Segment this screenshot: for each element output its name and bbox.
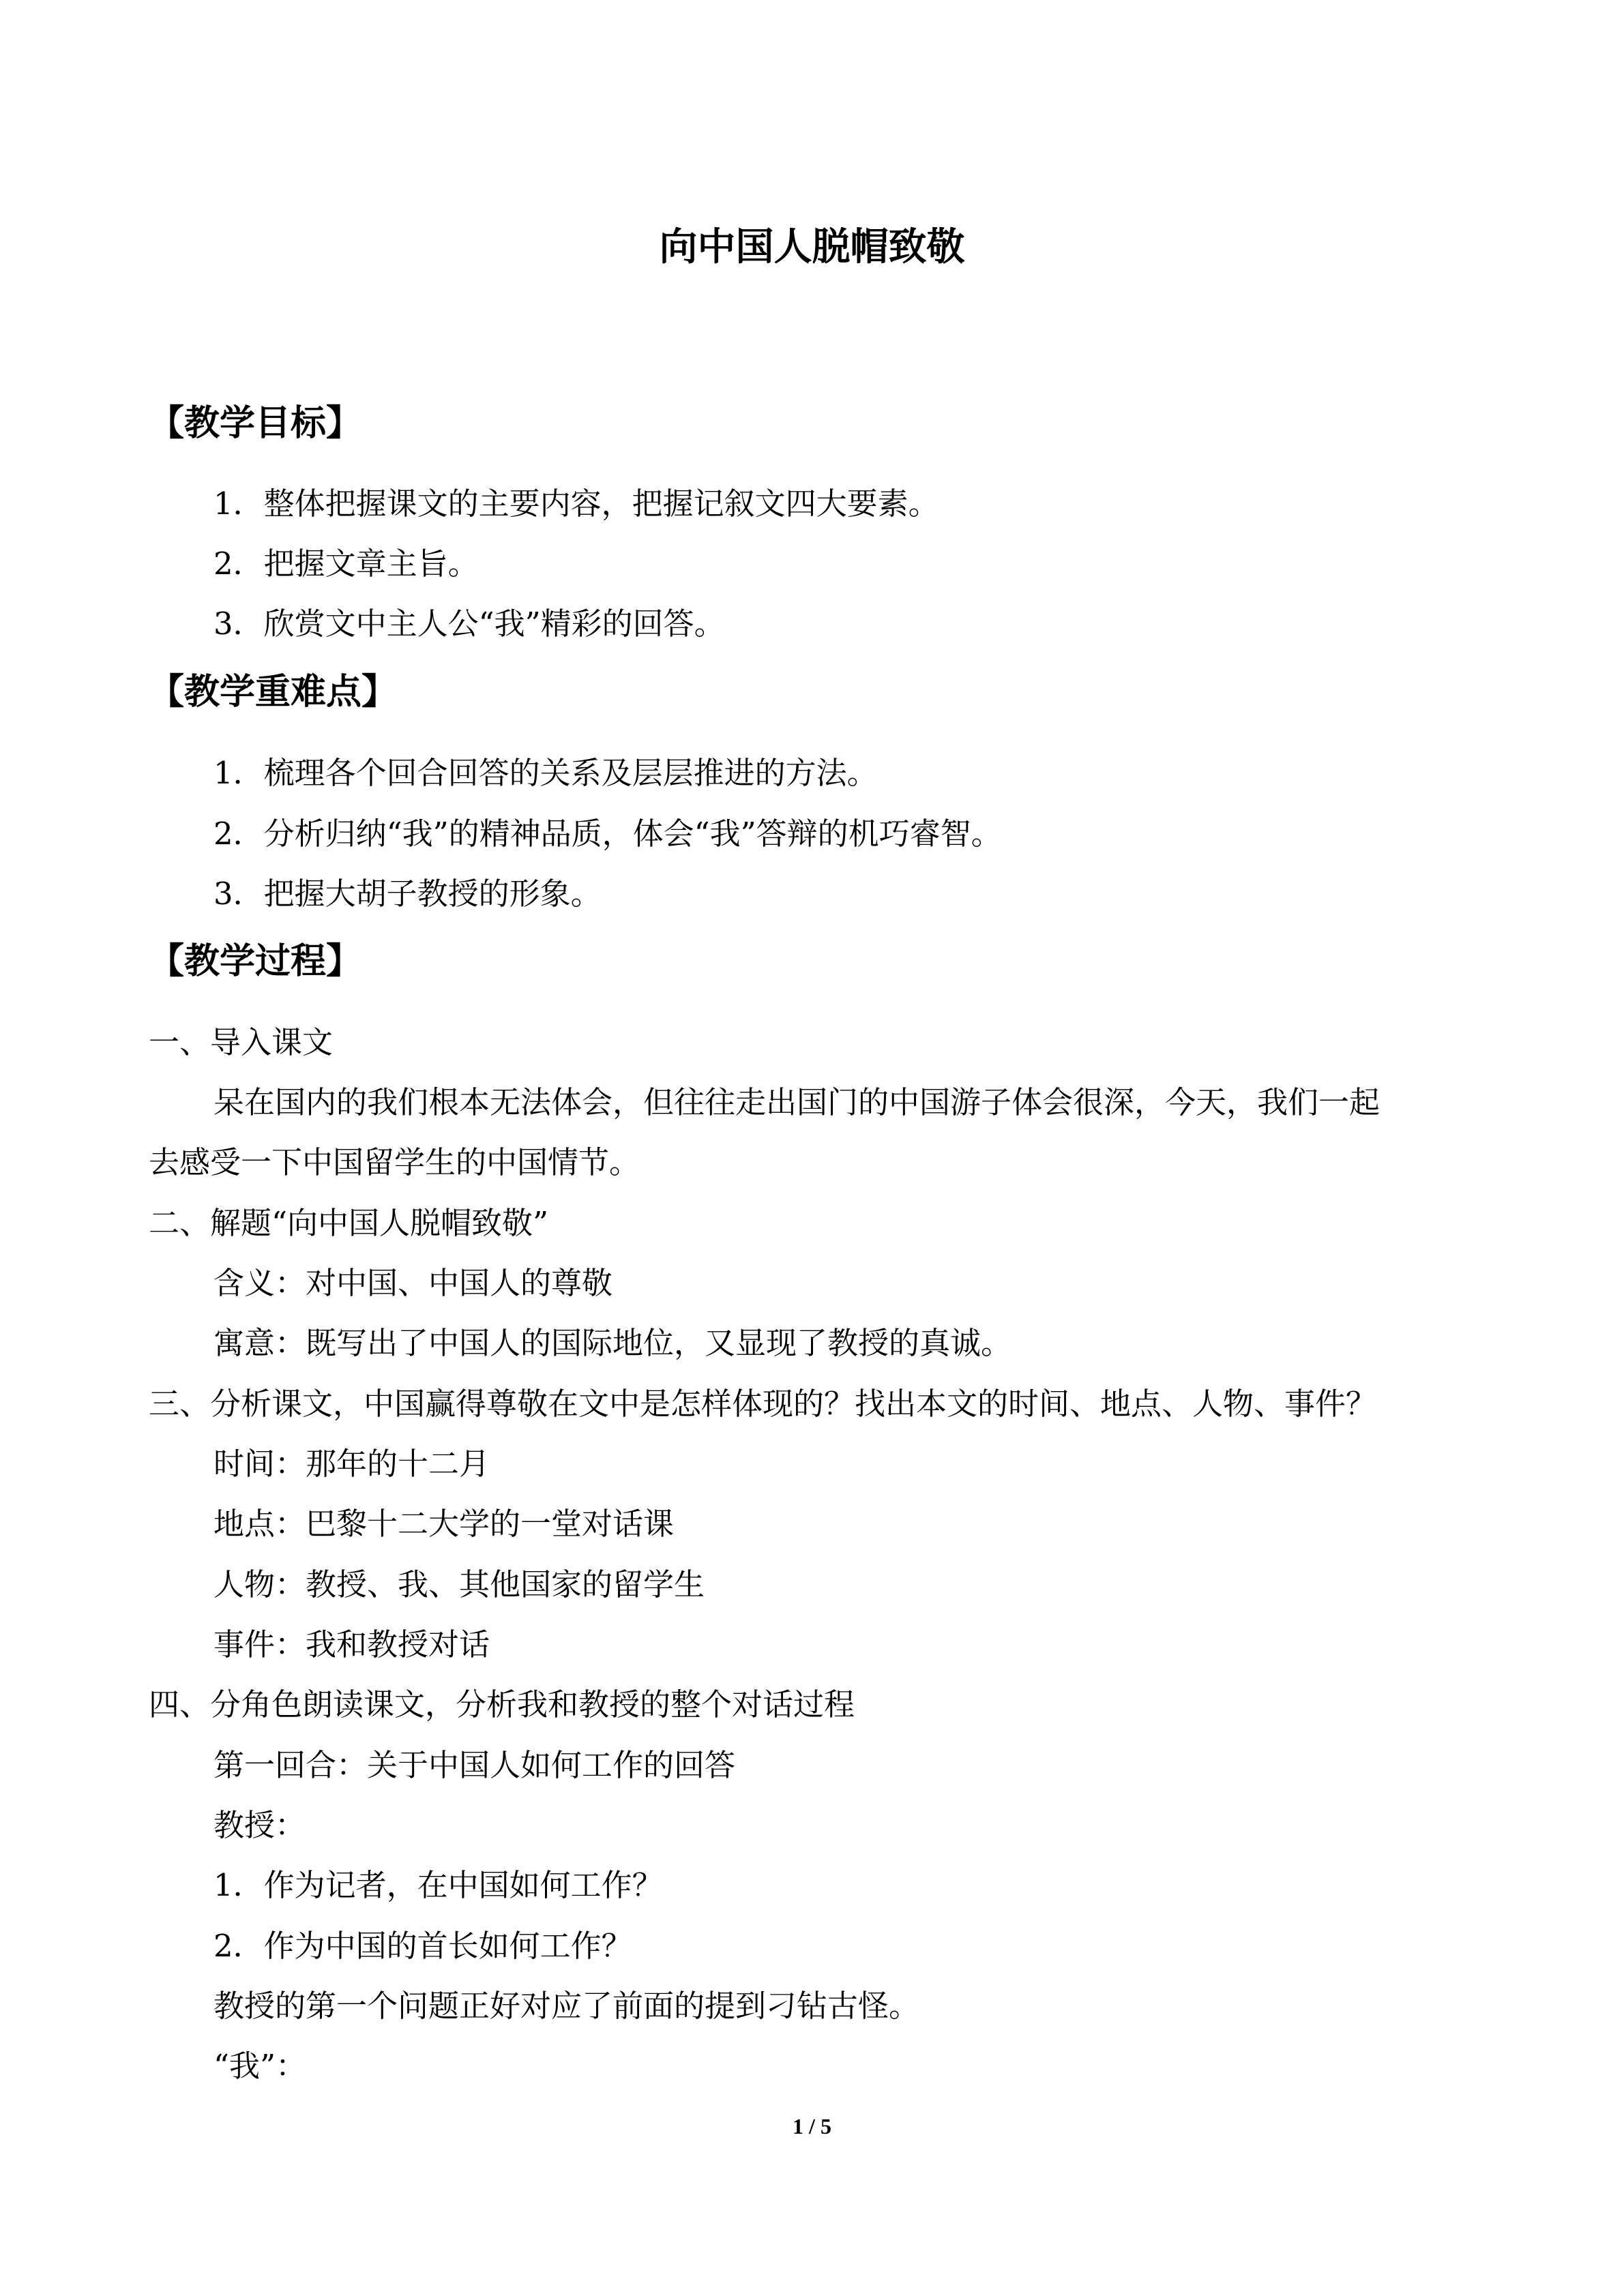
process-line-12: 四、分角色朗读课文，分析我和教授的整个对话过程 <box>149 1686 855 1723</box>
heading-process: 【教学过程】 <box>149 941 362 982</box>
process-line-4: 二、解题“向中国人脱帽致敬” <box>149 1205 549 1241</box>
process-line-16: 2．作为中国的首长如何工作？ <box>213 1928 632 1964</box>
process-line-17: 教授的第一个问题正好对应了前面的提到刁钻古怪。 <box>213 1988 920 2024</box>
process-line-3: 去感受一下中国留学生的中国情节。 <box>149 1144 640 1180</box>
difficulty-item-3: 3．把握大胡子教授的形象。 <box>213 876 602 912</box>
process-line-11: 事件：我和教授对话 <box>213 1626 490 1663</box>
objective-item-1: 1．整体把握课文的主要内容，把握记叙文四大要素。 <box>213 486 939 522</box>
process-line-9: 地点：巴黎十二大学的一堂对话课 <box>213 1506 675 1542</box>
process-line-14: 教授： <box>213 1807 306 1843</box>
objective-item-3: 3．欣赏文中主人公“我”精彩的回答。 <box>213 606 725 642</box>
difficulty-item-1: 1．梳理各个回合回答的关系及层层推进的方法。 <box>213 755 878 791</box>
process-line-2: 呆在国内的我们根本无法体会，但往往走出国门的中国游子体会很深，今天，我们一起 <box>213 1084 1381 1120</box>
process-line-5: 含义：对中国、中国人的尊敬 <box>213 1265 613 1301</box>
process-line-7: 三、分析课文，中国赢得尊敬在文中是怎样体现的？找出本文的时间、地点、人物、事件？ <box>149 1386 1377 1422</box>
process-line-15: 1．作为记者，在中国如何工作？ <box>213 1867 663 1903</box>
objective-item-2: 2．把握文章主旨。 <box>213 546 479 582</box>
process-line-6: 寓意：既写出了中国人的国际地位，又显现了教授的真诚。 <box>213 1325 1012 1361</box>
process-line-8: 时间：那年的十二月 <box>213 1446 490 1482</box>
difficulty-item-2: 2．分析归纳“我”的精神品质，体会“我”答辩的机巧睿智。 <box>213 816 1002 852</box>
page-number: 1 / 5 <box>793 2114 831 2138</box>
process-line-13: 第一回合：关于中国人如何工作的回答 <box>213 1747 736 1783</box>
heading-objectives: 【教学目标】 <box>149 403 362 444</box>
process-line-18: “我”： <box>213 2048 307 2084</box>
heading-difficulties: 【教学重难点】 <box>149 672 398 713</box>
document-title: 向中国人脱帽致敬 <box>659 225 965 269</box>
process-line-1: 一、导入课文 <box>149 1024 334 1060</box>
process-line-10: 人物：教授、我、其他国家的留学生 <box>213 1566 705 1602</box>
